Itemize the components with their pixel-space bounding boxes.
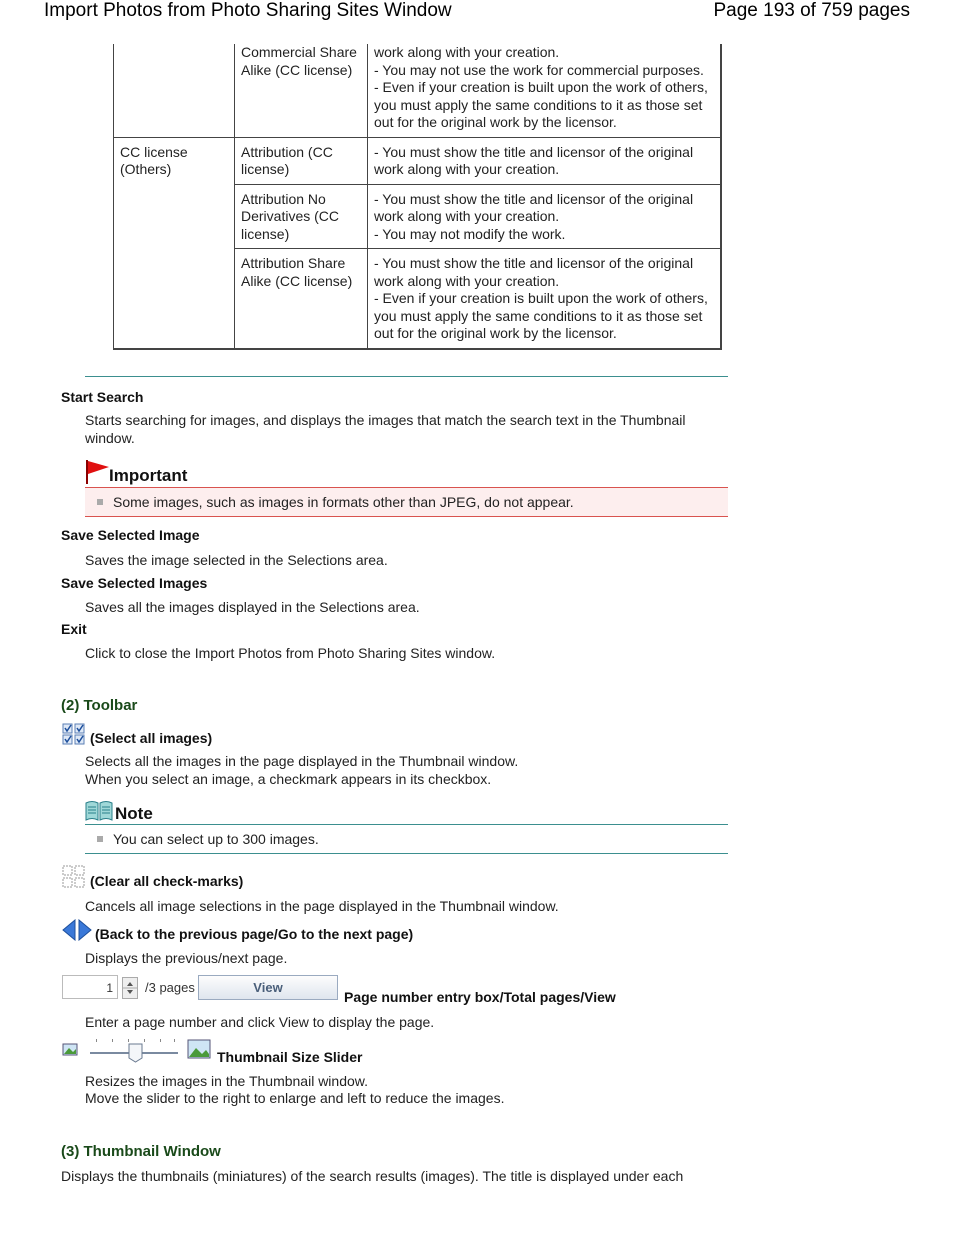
large-image-icon — [188, 1040, 210, 1058]
page-spinner — [122, 977, 138, 999]
license-terms-cell — [368, 249, 722, 349]
license-terms-cell — [368, 184, 722, 249]
license-type-cell: Attribution Share Alike (CC license) — [235, 249, 368, 349]
thumbnail-size-slider — [62, 1036, 212, 1064]
spinner-arrows-icon — [123, 978, 137, 998]
clear-all-label: (Clear all check-marks) — [90, 873, 244, 889]
save-selected-images-desc: Saves all the images displayed in the Selections area. — [85, 599, 420, 615]
page-info: Page 193 of 759 pages — [713, 0, 910, 21]
page-number-input: 1 — [62, 975, 118, 999]
license-type-cell: Attribution No Derivatives (CC license) — [235, 184, 368, 249]
slider-thumb — [129, 1044, 142, 1062]
important-item: Some images, such as images in formats other than JPEG, do not appear. — [113, 494, 574, 510]
bullet — [97, 836, 103, 842]
divider — [85, 376, 728, 377]
save-selected-image-term: Save Selected Image — [61, 527, 200, 543]
terms-line: - Even if your creation is built upon the work of others, you must apply the same conditions to it as those set out for the original work by the licensor. — [374, 79, 708, 130]
back-next-desc: Displays the previous/next page. — [85, 950, 288, 966]
license-terms-cell — [368, 44, 722, 137]
toolbar-heading: (2) Toolbar — [61, 697, 138, 714]
table-row — [114, 44, 722, 137]
note-title: Note — [115, 804, 153, 823]
start-search-desc: Starts searching for images, and displays the images that match the search text in the Thumbnail window. — [85, 412, 686, 446]
start-search-term: Start Search — [61, 389, 144, 405]
page-entry-label: Page number entry box/Total pages/View — [344, 989, 616, 1005]
view-button: View — [198, 975, 338, 1000]
terms-line: - You must show the title and licensor of the original work along with your creation. — [374, 143, 694, 177]
important-title: Important — [109, 466, 188, 485]
page-navigation-control — [62, 974, 338, 1002]
license-type-cell: Attribution (CC license) — [235, 137, 368, 184]
license-terms-cell — [368, 137, 722, 184]
thumbnail-window-desc: Displays the thumbnails (miniatures) of the search results (images). The title is displayed under each — [61, 1168, 684, 1184]
terms-line: - You may not modify the work. — [374, 225, 566, 242]
note-book-icon — [85, 800, 113, 822]
select-all-desc-2: When you select an image, a checkmark appears in its checkbox. — [85, 771, 492, 787]
important-flag-icon — [85, 460, 111, 484]
exit-desc: Click to close the Import Photos from Photo Sharing Sites window. — [85, 645, 496, 661]
select-all-label: (Select all images) — [90, 730, 213, 746]
terms-line: - You must show the title and licensor of the original work along with your creation. — [374, 190, 694, 224]
select-all-desc-1: Selects all the images in the page displayed in the Thumbnail window. — [85, 753, 519, 769]
save-selected-image-desc: Saves the image selected in the Selections area. — [85, 552, 388, 568]
exit-term: Exit — [61, 621, 87, 637]
terms-line: work along with your creation. — [374, 44, 560, 60]
thumbnail-window-heading: (3) Thumbnail Window — [61, 1143, 221, 1160]
table-row — [114, 137, 722, 184]
select-all-images-icon — [62, 723, 86, 745]
document-title: Import Photos from Photo Sharing Sites Window — [44, 0, 452, 21]
total-pages: /3 pages — [145, 980, 195, 995]
license-type-cell: Commercial Share Alike (CC license) — [235, 44, 368, 137]
note-box — [85, 824, 728, 854]
license-group-cell — [114, 44, 235, 137]
back-next-label: (Back to the previous page/Go to the next page) — [95, 926, 414, 942]
terms-line: - Even if your creation is built upon the work of others, you must apply the same conditions to it as those set out for the original work by the licensor. — [374, 290, 708, 341]
page-entry-desc: Enter a page number and click View to display the page. — [85, 1014, 435, 1030]
note-item: You can select up to 300 images. — [113, 831, 319, 847]
license-table — [113, 44, 722, 350]
important-box — [85, 487, 728, 517]
slider-label: Thumbnail Size Slider — [217, 1049, 363, 1065]
bullet — [97, 499, 103, 505]
small-image-icon — [63, 1044, 77, 1055]
terms-line: - You may not use the work for commercial purposes. — [374, 61, 704, 78]
previous-next-arrows-icon — [62, 919, 92, 941]
clear-all-desc: Cancels all image selections in the page displayed in the Thumbnail window. — [85, 898, 559, 914]
slider-desc-1: Resizes the images in the Thumbnail window. — [85, 1073, 369, 1089]
terms-line: - You must show the title and licensor of the original work along with your creation. — [374, 255, 694, 289]
clear-all-check-marks-icon — [62, 865, 86, 888]
slider-desc-2: Move the slider to the right to enlarge and left to reduce the images. — [85, 1090, 505, 1106]
save-selected-images-term: Save Selected Images — [61, 575, 208, 591]
license-group-cell: CC license (Others) — [114, 137, 235, 349]
